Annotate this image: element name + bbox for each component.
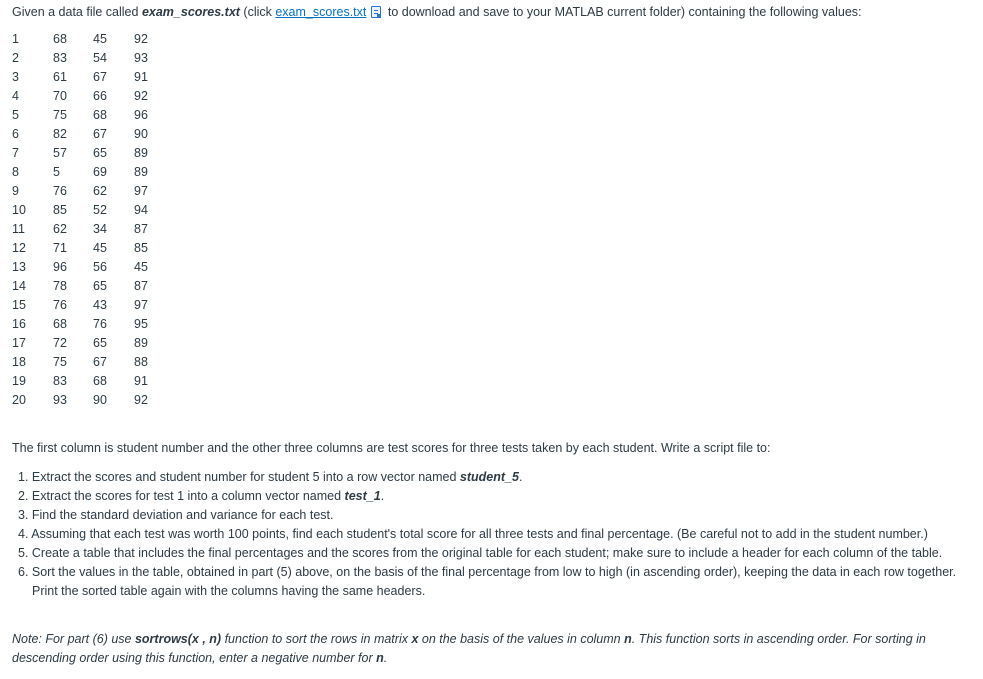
test-3-score-cell: 94 — [134, 203, 148, 217]
test-3-score-cell: 96 — [134, 108, 148, 122]
test-2-score-cell: 45 — [93, 241, 107, 255]
test-2-score-cell: 65 — [93, 336, 107, 350]
test-2-score-cell: 90 — [93, 393, 107, 407]
test-1-score-cell: 57 — [53, 146, 67, 160]
note-part-2: function to sort the rows in matrix — [221, 632, 412, 646]
test-2-score-cell: 69 — [93, 165, 107, 179]
test-2-score-cell: 67 — [93, 355, 107, 369]
test-2-score-cell: 67 — [93, 70, 107, 84]
test-3-score-cell: 91 — [134, 374, 148, 388]
task-1-suffix: . — [518, 470, 523, 484]
test-3-score-cell: 93 — [134, 51, 148, 65]
test-3-score-cell: 90 — [134, 127, 148, 141]
test-1-score-cell: 93 — [53, 393, 67, 407]
test-3-score-cell: 87 — [134, 279, 148, 293]
student-number-cell: 7 — [12, 146, 19, 160]
test-3-score-cell: 89 — [134, 146, 148, 160]
intro-prefix: Given a data file called — [12, 5, 142, 19]
test-3-score-cell: 92 — [134, 32, 148, 46]
test-1-score-cell: 83 — [53, 374, 67, 388]
student-number-cell: 19 — [12, 374, 26, 388]
test-2-score-cell: 65 — [93, 279, 107, 293]
task-list — [18, 468, 968, 601]
intro-suffix: to download and save to your MATLAB current folder) containing the following values: — [384, 5, 862, 19]
test-1-score-cell: 68 — [53, 32, 67, 46]
test-3-score-cell: 97 — [134, 298, 148, 312]
test-2-score-cell: 68 — [93, 108, 107, 122]
task-1-prefix: 1. Extract the scores and student number for student 5 into a row vector named — [18, 470, 460, 484]
test-2-score-cell: 54 — [93, 51, 107, 65]
task-item-4: 4. Assuming that each test was worth 100 points, find each student's total score for all three tests and final percentage. (Be careful not to add in the student number.) — [18, 527, 928, 541]
test-3-score-cell: 45 — [134, 260, 148, 274]
document-icon[interactable] — [371, 6, 381, 18]
task-item-5: 5. Create a table that includes the final percentages and the scores from the original table for each student; make sure to include a header for each column of the table. — [18, 546, 943, 560]
test-1-score-cell: 70 — [53, 89, 67, 103]
task-2-suffix: . — [380, 489, 385, 503]
test-2-score-cell: 43 — [93, 298, 107, 312]
test-3-score-cell: 91 — [134, 70, 148, 84]
note-part-5: . — [383, 651, 388, 665]
test-2-score-cell: 45 — [93, 32, 107, 46]
test-1-score-cell: 68 — [53, 317, 67, 331]
test-3-score-cell: 87 — [134, 222, 148, 236]
test-1-score-cell: 85 — [53, 203, 67, 217]
task-2-variable: test_1 — [344, 489, 381, 503]
test-2-score-cell: 65 — [93, 146, 107, 160]
note-column-n: n — [624, 632, 632, 646]
student-number-cell: 3 — [12, 70, 19, 84]
intro-click-open: (click — [239, 5, 276, 19]
test-3-score-cell: 92 — [134, 393, 148, 407]
task-2-prefix: 2. Extract the scores for test 1 into a column vector named — [18, 489, 345, 503]
note-paragraph — [12, 630, 962, 668]
test-3-score-cell: 95 — [134, 317, 148, 331]
test-2-score-cell: 52 — [93, 203, 107, 217]
note-function: sortrows(x , n) — [134, 632, 222, 646]
student-number-cell: 5 — [12, 108, 19, 122]
exam-scores-download-link[interactable]: exam_scores.txt — [275, 5, 367, 19]
student-number-cell: 17 — [12, 336, 26, 350]
student-number-cell: 12 — [12, 241, 26, 255]
student-number-cell: 9 — [12, 184, 19, 198]
student-number-cell: 10 — [12, 203, 26, 217]
student-number-cell: 8 — [12, 165, 19, 179]
test-1-score-cell: 61 — [53, 70, 67, 84]
test-1-score-cell: 75 — [53, 355, 67, 369]
student-number-cell: 4 — [12, 89, 19, 103]
test-3-score-cell: 92 — [134, 89, 148, 103]
test-3-score-cell: 89 — [134, 165, 148, 179]
test-1-score-cell: 76 — [53, 184, 67, 198]
student-number-cell: 15 — [12, 298, 26, 312]
test-2-score-cell: 68 — [93, 374, 107, 388]
test-2-score-cell: 34 — [93, 222, 107, 236]
test-2-score-cell: 67 — [93, 127, 107, 141]
student-number-cell: 2 — [12, 51, 19, 65]
test-2-score-cell: 76 — [93, 317, 107, 331]
test-3-score-cell: 88 — [134, 355, 148, 369]
student-number-cell: 20 — [12, 393, 26, 407]
test-1-score-cell: 76 — [53, 298, 67, 312]
test-1-score-cell: 5 — [53, 165, 60, 179]
student-number-cell: 6 — [12, 127, 19, 141]
description-paragraph: The first column is student number and the other three columns are test scores for three tests taken by each student. Write a script file to: — [12, 441, 771, 455]
student-number-cell: 14 — [12, 279, 26, 293]
note-part-4: . This function sorts in ascending order. For sorting in descending order using this function, enter a negative number for — [12, 632, 926, 665]
student-number-cell: 11 — [12, 222, 25, 236]
test-1-score-cell: 71 — [53, 241, 67, 255]
intro-paragraph — [12, 4, 972, 20]
intro-filename: exam_scores.txt — [141, 5, 240, 19]
test-1-score-cell: 75 — [53, 108, 67, 122]
note-part-1: Note: For part (6) use — [12, 632, 135, 646]
test-1-score-cell: 83 — [53, 51, 67, 65]
test-2-score-cell: 56 — [93, 260, 107, 274]
task-item-2 — [18, 487, 968, 506]
student-number-cell: 1 — [12, 32, 19, 46]
student-number-cell: 18 — [12, 355, 26, 369]
task-item-3: 3. Find the standard deviation and variance for each test. — [18, 508, 334, 522]
task-1-variable: student_5 — [459, 470, 519, 484]
test-1-score-cell: 96 — [53, 260, 67, 274]
test-1-score-cell: 62 — [53, 222, 67, 236]
task-item-1 — [18, 468, 968, 487]
note-column-n-2: n — [376, 651, 384, 665]
task-item-6: 6. Sort the values in the table, obtained in part (5) above, on the basis of the final percentage from low to high (in ascending order), keeping the data in each row together. Print the sorted table again with the columns having the same headers. — [18, 565, 957, 598]
test-2-score-cell: 62 — [93, 184, 107, 198]
note-matrix-x: x — [411, 632, 419, 646]
student-number-cell: 13 — [12, 260, 26, 274]
student-number-cell: 16 — [12, 317, 26, 331]
test-1-score-cell: 78 — [53, 279, 67, 293]
test-1-score-cell: 82 — [53, 127, 67, 141]
test-2-score-cell: 66 — [93, 89, 107, 103]
test-3-score-cell: 97 — [134, 184, 148, 198]
test-3-score-cell: 89 — [134, 336, 148, 350]
test-3-score-cell: 85 — [134, 241, 148, 255]
test-1-score-cell: 72 — [53, 336, 67, 350]
note-part-3: on the basis of the values in column — [418, 632, 625, 646]
